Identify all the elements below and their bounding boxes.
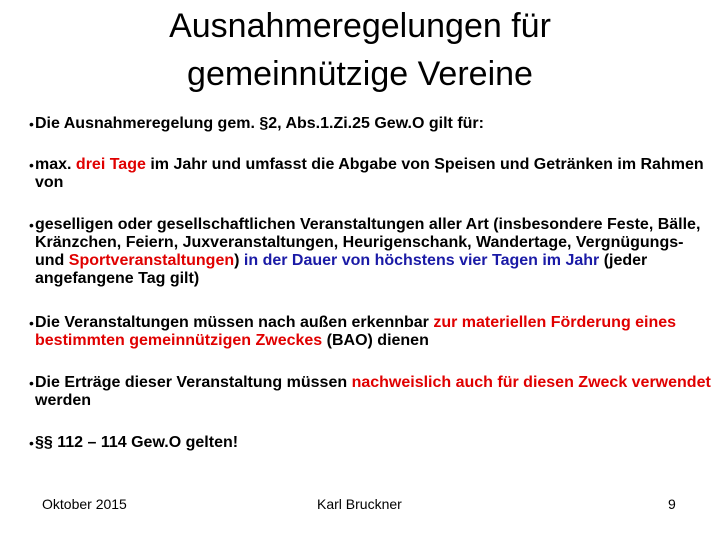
footer-date: Oktober 2015 [42,496,127,512]
bullet-marker: • [29,157,34,173]
list-item-text: §§ 112 – 114 Gew.O gelten! [35,434,239,451]
slide-title [0,2,720,98]
list-item-text: Die Ausnahmeregelung gem. §2, Abs.1.Zi.25 Gew.O gilt für: [35,115,484,132]
bullet-marker: • [29,315,34,331]
highlight-red: zur materiellen Förderung eines bestimmten gemeinnützigen Zweckes [35,314,677,349]
footer-author: Karl Bruckner [317,496,402,512]
highlight-red: drei Tage [75,156,146,173]
list-item-1 [35,115,715,133]
list-item-text: max. [35,156,76,173]
slide-title-line-1: Ausnahmeregelungen für [169,7,551,45]
highlight-red: nachweislich auch für diesen Zweck verwendet [351,374,711,391]
list-item-text: (BAO) dienen [322,332,429,349]
footer-page-number: 9 [668,496,676,512]
list-item-5 [35,374,715,410]
bullet-marker: • [29,435,34,451]
list-item-text: Die Erträge dieser Veranstaltung müssen [35,374,352,391]
list-item-text: im Jahr und umfasst die Abgabe von Speisen und Getränken im Rahmen von [35,156,704,191]
list-item-text: ) [234,252,244,269]
list-item-text: (jeder angefangene Tag gilt) [35,252,648,287]
list-item-3 [35,216,715,288]
bullet-marker: • [29,116,34,132]
list-item-text: geselligen oder gesellschaftlichen Veranstaltungen aller Art (insbesondere Feste, Bälle, Kränzchen, Feiern, Juxveranstaltungen, Heurigenschank, Wandertage, Vergnügungs- und [35,216,701,269]
list-item-text: werden [35,392,92,409]
highlight-blue: in der Dauer von höchstens vier Tagen im Jahr [243,252,600,269]
list-item-4 [35,314,715,350]
slide-title-line-2: gemeinnützige Vereine [187,55,533,93]
list-item-2 [35,156,715,192]
list-item-text: Die Veranstaltungen müssen nach außen erkennbar [35,314,434,331]
highlight-red: Sportveranstaltungen [68,252,235,269]
bullet-marker: • [29,217,34,233]
bullet-marker: • [29,375,34,391]
list-item-6 [35,434,715,452]
